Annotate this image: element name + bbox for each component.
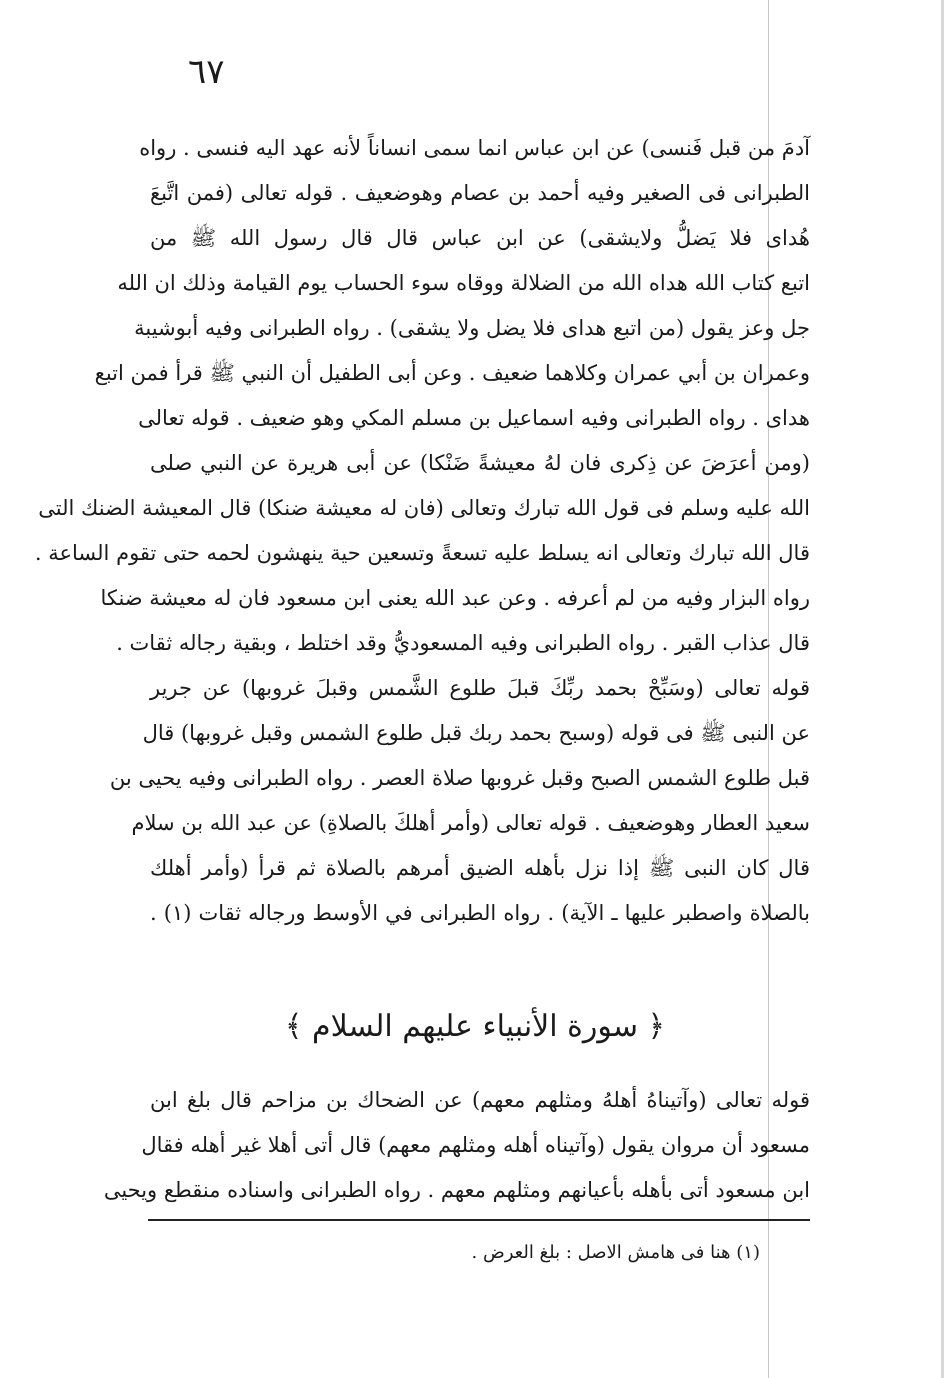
footnote: (١) هنا فى هامش الاصل : بلغ العرض . (471, 1242, 760, 1263)
text-line: الله عليه وسلم فى قول الله تبارك وتعالى (فان له معيشة ضنكا) قال المعيشة الضنك التى (38, 496, 810, 520)
footnote-divider (148, 1219, 810, 1221)
text-line: هداى . رواه الطبرانى وفيه اسماعيل بن مسلم المكي وهو ضعيف . قوله تعالى (138, 406, 810, 430)
text-line: (ومن أعرَضَ عن ذِكرى فان لهُ معيشةً ضَنْكا) عن أبى هريرة عن النبي صلى (150, 451, 810, 475)
text-line: رواه البزار وفيه من لم أعرفه . وعن عبد الله يعنى ابن مسعود فان له معيشة ضنكا (100, 586, 810, 610)
text-line: قال كان النبى ﷺ إذا نزل بأهله الضيق أمرهم بالصلاة ثم قرأ (وأمر أهلك (150, 856, 810, 880)
text-line: قبل طلوع الشمس الصبح وقبل غروبها صلاة العصر . رواه الطبرانى وفيه يحيى بن (109, 766, 810, 790)
text-line: مسعود أن مروان يقول (وآتيناه أهله ومثلهم معهم) قال أتى أهلا غير أهله فقال (141, 1133, 810, 1157)
text-line: قال عذاب القبر . رواه الطبرانى وفيه المسعوديُّ وقد اختلط ، وبقية رجاله ثقات . (116, 631, 810, 655)
text-line: الطبرانى فى الصغير وفيه أحمد بن عصام وهوضعيف . قوله تعالى (فمن اتَّبعَ (150, 181, 810, 205)
text-line: اتبع كتاب الله هداه الله من الضلالة ووقاه سوء الحساب يوم القيامة وذلك ان الله (117, 271, 810, 295)
surah-text-block (103, 1078, 810, 1213)
text-line: سعيد العطار وهوضعيف . قوله تعالى (وأمر أهلكَ بالصلاةِ) عن عبد الله بن سلام (131, 811, 810, 835)
text-line: وعمران بن أبي عمران وكلاهما ضعيف . وعن أبى الطفيل أن النبي ﷺ قرأ فمن اتبع (94, 361, 810, 385)
text-line: جل وعز يقول (من اتبع هداى فلا يضل ولا يشقى) . رواه الطبرانى وفيه أبوشيبة (134, 316, 810, 340)
surah-heading: ﴿ سورة الأنبياء عليهم السلام ﴾ (284, 1009, 666, 1044)
text-line: هُداى فلا يَضلُّ ولايشقى) عن ابن عباس قال قال رسول الله ﷺ من (150, 226, 810, 250)
text-line: آدمَ من قبل فَنسى) عن ابن عباس انما سمى انساناً لأنه عهد اليه فنسى . رواه (139, 136, 810, 160)
text-line: ابن مسعود أتى بأهله بأعيانهم ومثلهم معهم . رواه الطبرانى واسناده منقطع ويحيى (103, 1178, 810, 1202)
text-line: بالصلاة واصطبر عليها ـ الآية) . رواه الطبرانى في الأوسط ورجاله ثقات (١) . (150, 901, 810, 925)
main-text-block (34, 126, 810, 936)
text-line: قوله تعالى (وآتيناهُ أهلهُ ومثلهم معهم) عن الضحاك بن مزاحم قال بلغ ابن (150, 1088, 810, 1112)
page-number: ٦٧ (188, 52, 225, 92)
text-line: عن النبى ﷺ فى قوله (وسبح بحمد ربك قبل طلوع الشمس وقبل غروبها) قال (142, 721, 810, 745)
text-line: قال الله تبارك وتعالى انه يسلط عليه تسعةً وتسعين حية ينهشون لحمه حتى تقوم الساعة . (34, 541, 810, 565)
text-line: قوله تعالى (وسَبِّحْ بحمد ربِّكَ قبلَ طلوع الشَّمس وقبلَ غروبها) عن جرير (150, 676, 810, 700)
